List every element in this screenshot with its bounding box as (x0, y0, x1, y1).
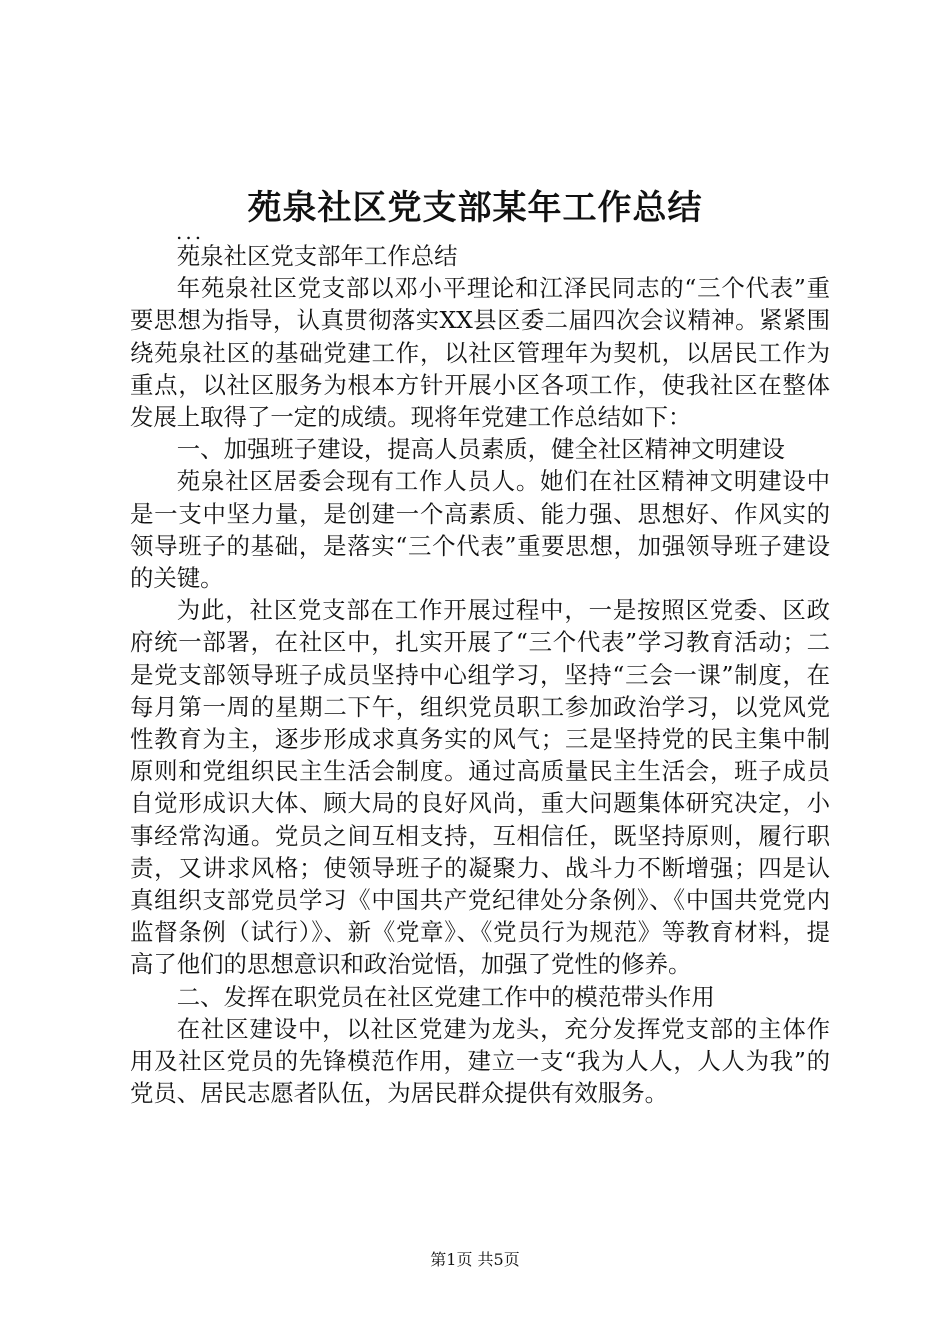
body-paragraph: 苑泉社区居委会现有工作人员人。她们在社区精神文明建设中是一支中坚力量，是创建一个高素质、能力强、思想好、作风实的领导班子的基础，是落实“三个代表”重要思想，加强领导班子建设的关键。 (130, 467, 830, 593)
ellipsis-marker: ... (176, 220, 205, 244)
body-paragraph: 在社区建设中，以社区党建为龙头，充分发挥党支部的主体作用及社区党员的先锋模范作用，建立一支“我为人人，人人为我”的党员、居民志愿者队伍，为居民群众提供有效服务。 (130, 1014, 830, 1108)
subtitle-paragraph: 苑泉社区党支部年工作总结 (176, 242, 458, 270)
section-heading-1: 一、加强班子建设，提高人员素质，健全社区精神文明建设 (176, 435, 785, 464)
document-title: 苑泉社区党支部某年工作总结 (247, 188, 703, 228)
section-heading-2: 二、发挥在职党员在社区党建工作中的模范带头作用 (176, 982, 715, 1011)
page-footer: 第1页 共5页 (430, 1250, 520, 1269)
document-body (130, 240, 830, 1109)
body-paragraph: 为此，社区党支部在工作开展过程中，一是按照区党委、区政府统一部署，在社区中，扎实开展了“三个代表”学习教育活动；二是党支部领导班子成员坚持中心组学习，坚持“三会一课”制度，在每月第一周的星期二下午，组织党员职工参加政治学习，以党风党性教育为主，逐步形成求真务实的风气；三是坚持党的民主集中制原则和党组织民主生活会制度。通过高质量民主生活会，班子成员自觉形成识大体、顾大局的良好风尚，重大问题集体研究决定，小事经常沟通。党员之间互相支持，互相信任，既坚持原则，履行职责，又讲求风格；使领导班子的凝聚力、战斗力不断增强；四是认真组织支部党员学习《中国共产党纪律处分条例》、《中国共党党内监督条例（试行）》、新《党章》、《党员行为规范》等教育材料，提高了他们的思想意识和政治觉悟，加强了党性的修养。 (130, 596, 830, 979)
body-paragraph: 年苑泉社区党支部以邓小平理论和江泽民同志的“三个代表”重要思想为指导，认真贯彻落实XX县区委二届四次会议精神。紧紧围绕苑泉社区的基础党建工作，以社区管理年为契机，以居民工作为重点，以社区服务为根本方针开展小区各项工作，使我社区在整体发展上取得了一定的成绩。现将年党建工作总结如下： (130, 274, 830, 432)
